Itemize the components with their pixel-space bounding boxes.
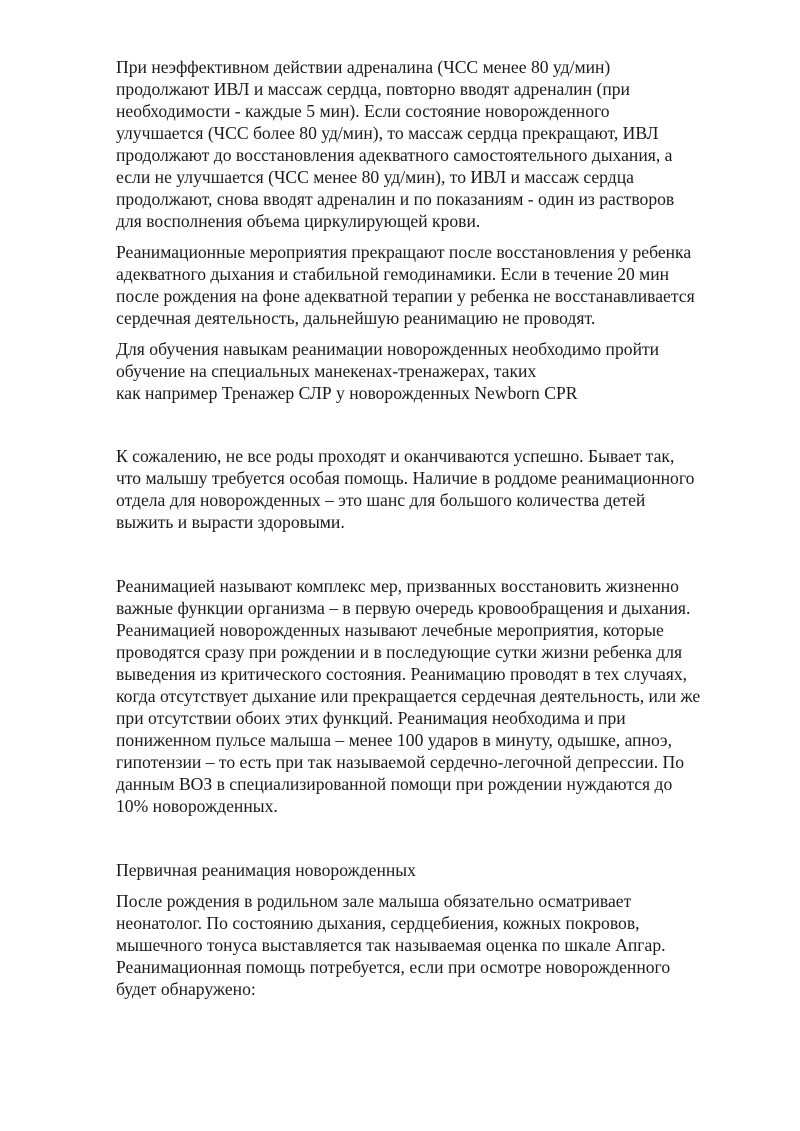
text-line: после рождения на фоне адекватной терапии у ребенка не восстанавливается — [116, 286, 695, 306]
paragraph-stop-criteria — [116, 241, 756, 329]
text-line: как например Тренажер СЛР у новорожденных Newborn CPR — [116, 383, 578, 403]
text-line: если не улучшается (ЧСС менее 80 уд/мин), то ИВЛ и массаж сердца — [116, 167, 634, 187]
text-line: когда отсутствует дыхание или прекращается сердечная деятельность, или же — [116, 686, 701, 706]
paragraph-spacer — [116, 329, 756, 338]
text-line: при отсутствии обоих этих функций. Реанимация необходима и при — [116, 708, 626, 728]
text-line: выжить и вырасти здоровыми. — [116, 512, 345, 532]
text-line: К сожалению, не все роды проходят и оканчиваются успешно. Бывает так, — [116, 446, 675, 466]
text-line: Реанимационные мероприятия прекращают после восстановления у ребенка — [116, 242, 692, 262]
text-line: неонатолог. По состоянию дыхания, сердцебиения, кожных покровов, — [116, 913, 640, 933]
paragraph-primary-resuscitation — [116, 890, 756, 1000]
text-line: обучение на специальных манекенах-тренажерах, таких — [116, 361, 537, 381]
paragraph-training — [116, 338, 756, 404]
text-line: Реанимацией новорожденных называют лечебные мероприятия, которые — [116, 620, 664, 640]
paragraph-definition — [116, 575, 756, 817]
paragraph-adrenaline — [116, 56, 756, 232]
text-line: улучшается (ЧСС более 80 уд/мин), то массаж сердца прекращают, ИВЛ — [116, 123, 659, 143]
paragraph-spacer — [116, 404, 756, 445]
text-line: После рождения в родильном зале малыша обязательно осматривает — [116, 891, 632, 911]
text-line: При неэффективном действии адреналина (ЧСС менее 80 уд/мин) — [116, 57, 611, 77]
text-line: мышечного тонуса выставляется так называемая оценка по шкале Апгар. — [116, 935, 666, 955]
text-line: важные функции организма – в первую очередь кровообращения и дыхания. — [116, 598, 691, 618]
text-line: данным ВОЗ в специализированной помощи при рождении нуждаются до — [116, 774, 673, 794]
paragraph-spacer — [116, 817, 756, 859]
text-line: продолжают ИВЛ и массаж сердца, повторно вводят адреналин (при — [116, 79, 630, 99]
text-line: что малышу требуется особая помощь. Наличие в роддоме реанимационного — [116, 468, 695, 488]
paragraph-spacer — [116, 881, 756, 890]
text-line: проводятся сразу при рождении и в последующие сутки жизни ребенка для — [116, 642, 683, 662]
text-line: сердечная деятельность, дальнейшую реанимацию не проводят. — [116, 308, 596, 328]
paragraph-spacer — [116, 232, 756, 241]
text-line: адекватного дыхания и стабильной гемодинамики. Если в течение 20 мин — [116, 264, 670, 284]
text-line: будет обнаружено: — [116, 979, 256, 999]
text-line: гипотензии – то есть при так называемой сердечно-легочной депрессии. По — [116, 752, 685, 772]
text-line: продолжают до восстановления адекватного самостоятельного дыхания, а — [116, 145, 673, 165]
text-line: необходимости - каждые 5 мин). Если состояние новорожденного — [116, 101, 610, 121]
text-line: Реанимацией называют комплекс мер, призванных восстановить жизненно — [116, 576, 679, 596]
text-line: 10% новорожденных. — [116, 796, 278, 816]
text-line: продолжают, снова вводят адреналин и по показаниям - один из растворов — [116, 189, 675, 209]
text-line: Реанимационная помощь потребуется, если при осмотре новорожденного — [116, 957, 671, 977]
paragraph-intro — [116, 445, 756, 533]
section-heading — [116, 859, 756, 881]
text-line: для восполнения объема циркулирующей крови. — [116, 211, 481, 231]
text-line: выведения из критического состояния. Реанимацию проводят в тех случаях, — [116, 664, 688, 684]
paragraph-spacer — [116, 533, 756, 575]
text-line: пониженном пульсе малыша – менее 100 ударов в минуту, одышке, апноэ, — [116, 730, 672, 750]
section-heading-text: Первичная реанимация новорожденных — [116, 860, 416, 880]
text-line: Для обучения навыкам реанимации новорожденных необходимо пройти — [116, 339, 660, 359]
text-line: отдела для новорожденных – это шанс для большого количества детей — [116, 490, 646, 510]
document-page — [116, 56, 756, 1000]
